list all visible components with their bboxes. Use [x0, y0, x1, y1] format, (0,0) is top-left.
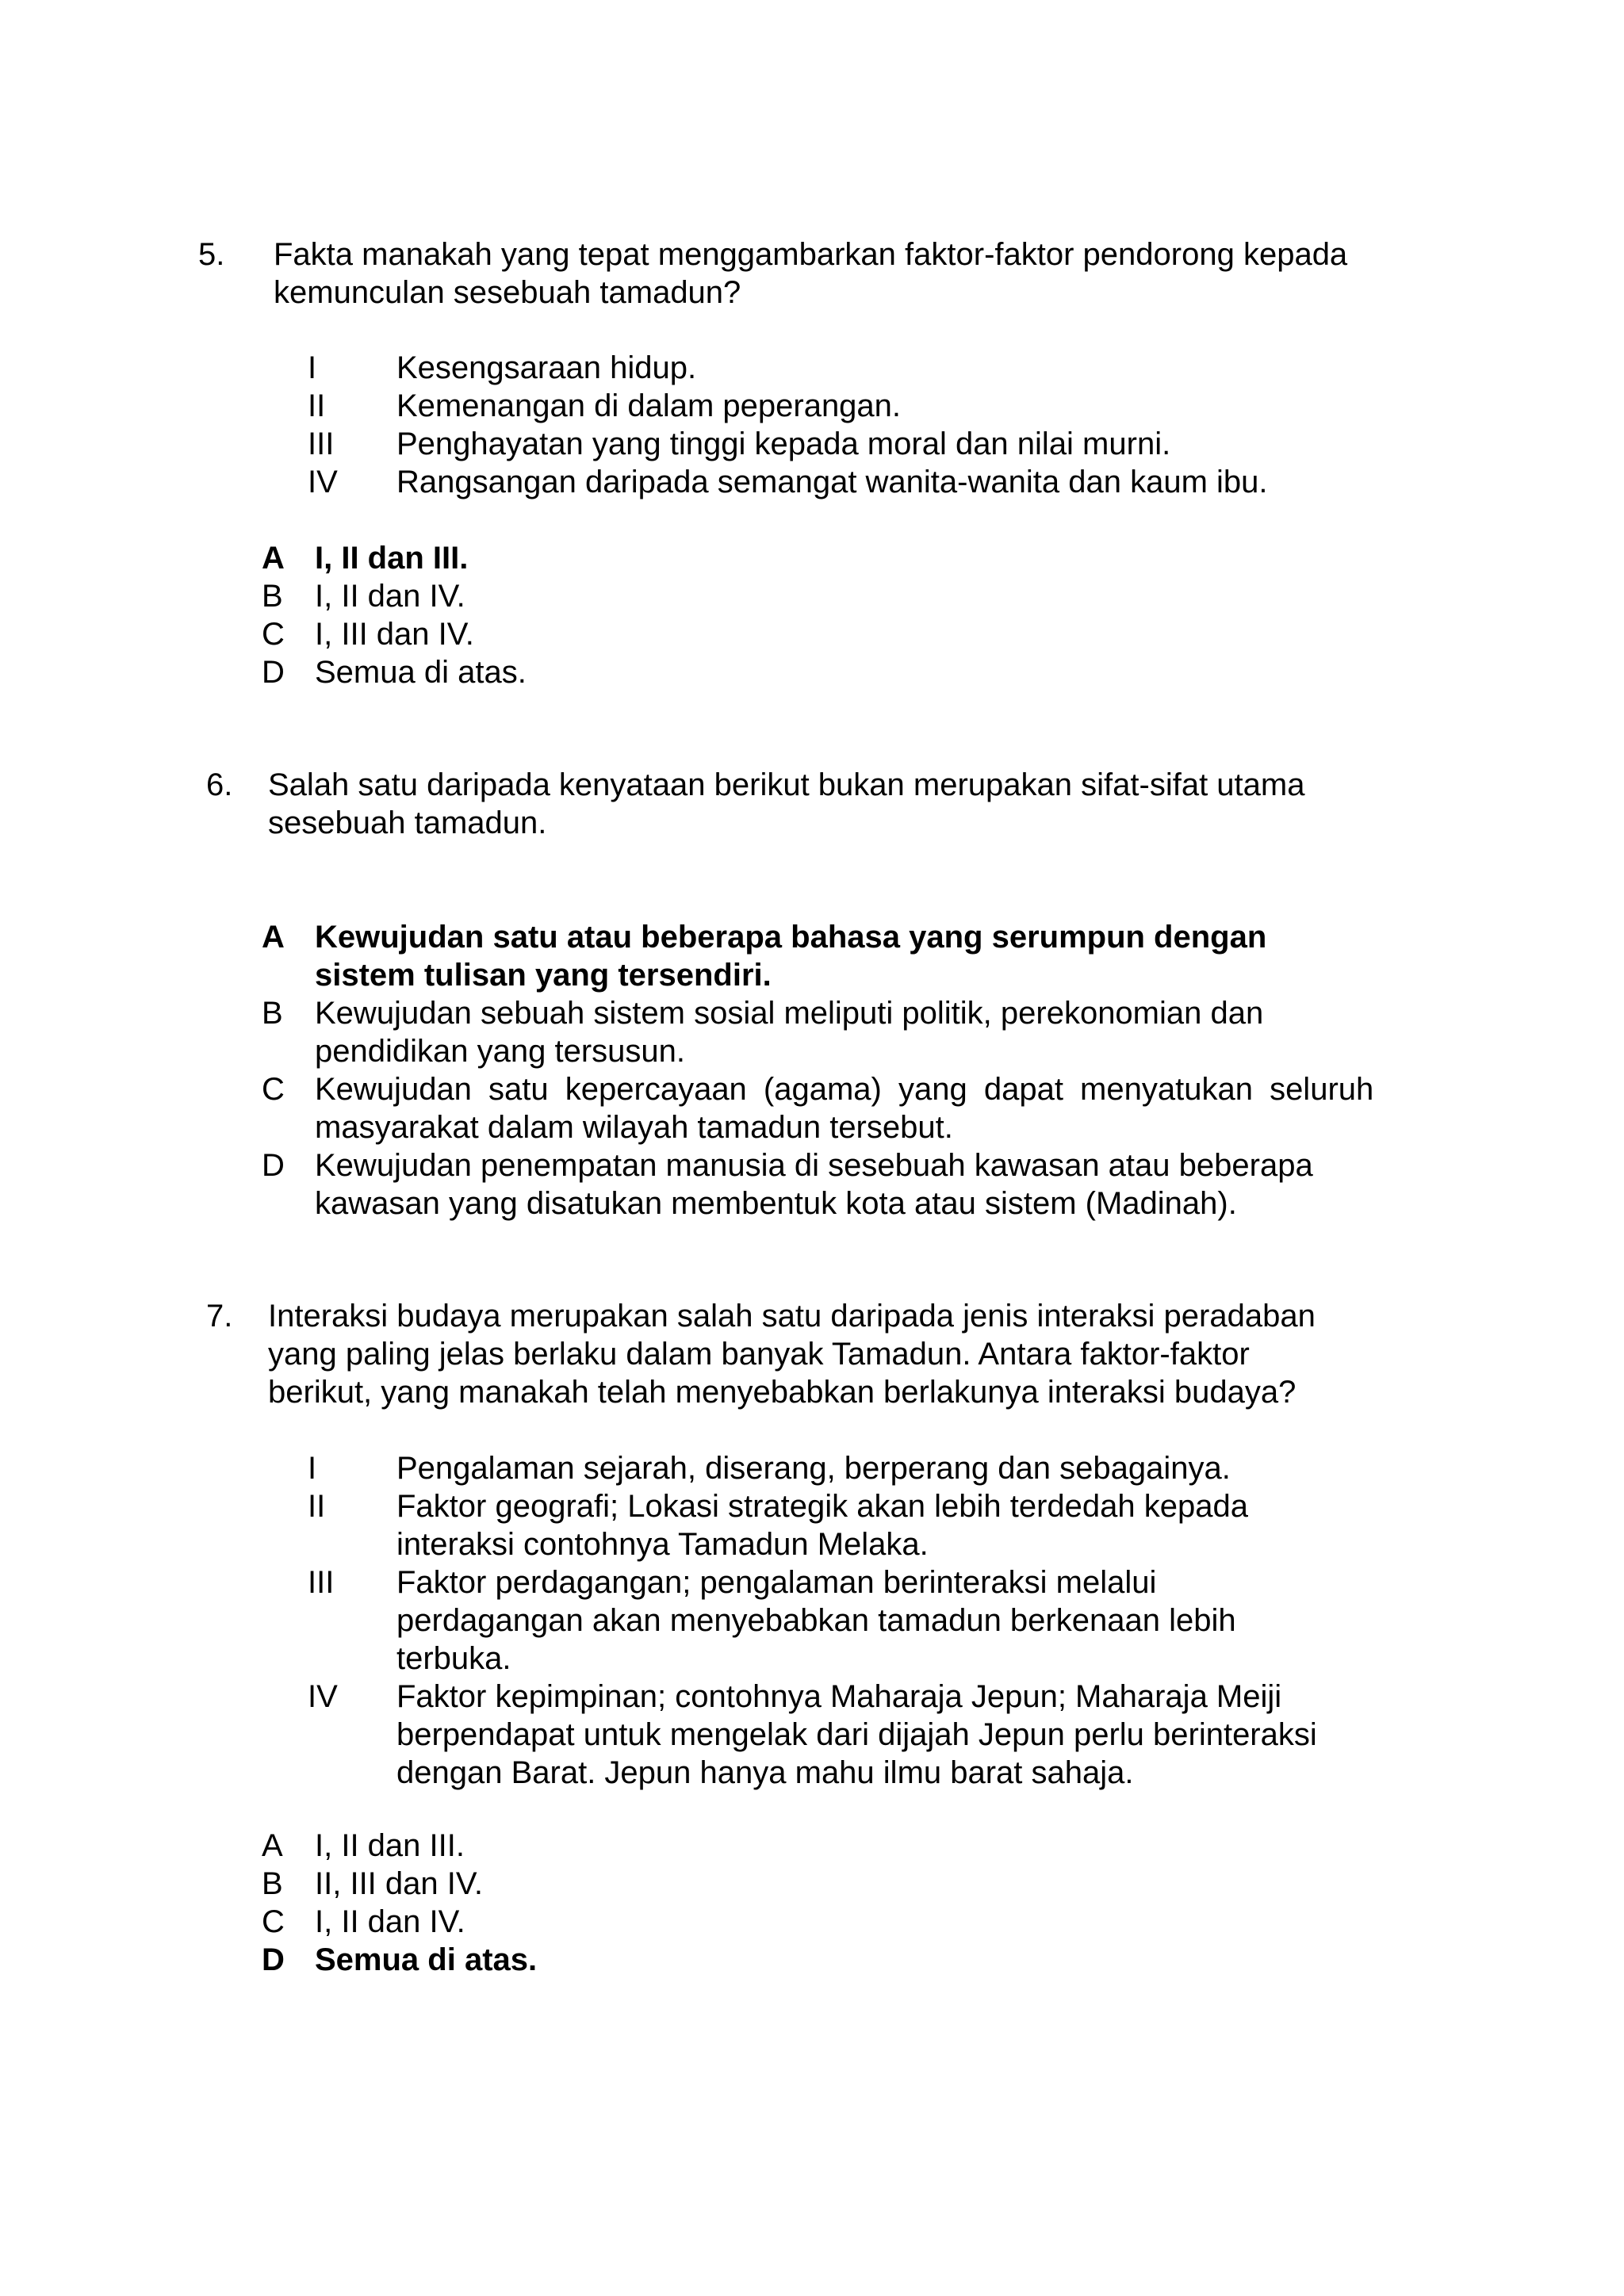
option-text: [315, 1146, 1313, 1223]
question-text-line: Salah satu daripada kenyataan berikut bukan merupakan sifat-sifat utama: [268, 767, 1305, 802]
option-text: II, III dan IV.: [315, 1866, 483, 1901]
question-number: 5.: [198, 237, 225, 272]
statement-numeral: II: [308, 1489, 326, 1524]
option-text: [315, 1070, 1373, 1146]
statement-text-line: interaksi contohnya Tamadun Melaka.: [396, 1527, 929, 1562]
statement-text-line: Faktor geografi; Lokasi strategik akan lebih terdedah kepada: [396, 1489, 1249, 1524]
statement-text-line: Faktor perdagangan; pengalaman berinteraksi melalui: [396, 1565, 1157, 1600]
option-text: I, III dan IV.: [315, 617, 474, 652]
statement-text-line: Faktor kepimpinan; contohnya Maharaja Jepun; Maharaja Meiji: [396, 1679, 1282, 1714]
statement-text-line: dengan Barat. Jepun hanya mahu ilmu barat sahaja.: [396, 1755, 1134, 1790]
option-text-line: Kewujudan penempatan manusia di sesebuah kawasan atau beberapa: [315, 1148, 1313, 1183]
option-text: Semua di atas.: [315, 655, 527, 690]
statement-text-line: terbuka.: [396, 1641, 511, 1676]
question-number: 7.: [206, 1299, 233, 1334]
option-letter: C: [262, 1072, 285, 1107]
option-text-line: kawasan yang disatukan membentuk kota atau sistem (Madinah).: [315, 1186, 1237, 1221]
question-text: [268, 1297, 1394, 1411]
statement-text-line: berpendapat untuk mengelak dari dijajah Jepun perlu berinteraksi: [396, 1717, 1317, 1752]
statement-numeral: II: [308, 388, 326, 423]
option-letter: C: [262, 617, 285, 652]
statement-text: Rangsangan daripada semangat wanita-wanita dan kaum ibu.: [396, 465, 1268, 499]
option-letter: A: [262, 920, 285, 955]
question-text-line: kemunculan sesebuah tamadun?: [274, 275, 741, 310]
question-text-line: yang paling jelas berlaku dalam banyak Tamadun. Antara faktor-faktor: [268, 1337, 1250, 1372]
option-letter: A: [262, 1828, 283, 1863]
statement-text: [396, 1678, 1317, 1792]
statement-numeral: IV: [308, 1679, 338, 1714]
option-text-line: pendidikan yang tersusun.: [315, 1034, 685, 1069]
option-text: [315, 994, 1263, 1070]
statement-text-line: perdagangan akan menyebabkan tamadun berkenaan lebih: [396, 1603, 1236, 1638]
option-letter: D: [262, 1942, 285, 1977]
question-text: [274, 235, 1400, 312]
question-number: 6.: [206, 767, 233, 802]
option-text-line: Kewujudan satu atau beberapa bahasa yang serumpun dengan: [315, 920, 1267, 955]
option-letter: A: [262, 541, 285, 576]
option-text: I, II dan III.: [315, 541, 469, 576]
question-text-line: sesebuah tamadun.: [268, 806, 547, 840]
statement-text: Kesengsaraan hidup.: [396, 350, 697, 385]
option-text-line: Kewujudan satu kepercayaan (agama) yang dapat menyatukan seluruh: [315, 1072, 1374, 1107]
statement-numeral: I: [308, 350, 317, 385]
statement-text: Penghayatan yang tinggi kepada moral dan nilai murni.: [396, 427, 1171, 461]
question-text-line: Interaksi budaya merupakan salah satu daripada jenis interaksi peradaban: [268, 1299, 1316, 1334]
statement-numeral: III: [308, 1565, 335, 1600]
statement-numeral: IV: [308, 465, 338, 499]
statement-text: Pengalaman sejarah, diserang, berperang dan sebagainya.: [396, 1451, 1231, 1486]
statement-text: [396, 1487, 1248, 1563]
option-text: I, II dan IV.: [315, 579, 465, 614]
option-letter: D: [262, 1148, 285, 1183]
option-letter: B: [262, 1866, 283, 1901]
option-letter: B: [262, 579, 283, 614]
statement-text: Kemenangan di dalam peperangan.: [396, 388, 902, 423]
option-letter: C: [262, 1904, 285, 1939]
statement-numeral: III: [308, 427, 335, 461]
option-text-line: Kewujudan sebuah sistem sosial meliputi politik, perekonomian dan: [315, 996, 1264, 1031]
option-text-line: sistem tulisan yang tersendiri.: [315, 958, 772, 993]
question-text-line: Fakta manakah yang tepat menggambarkan faktor-faktor pendorong kepada: [274, 237, 1348, 272]
option-text: Semua di atas.: [315, 1942, 538, 1977]
option-text-line: masyarakat dalam wilayah tamadun tersebut.: [315, 1110, 953, 1145]
question-text-line: berikut, yang manakah telah menyebabkan berlakunya interaksi budaya?: [268, 1375, 1297, 1410]
question-text: [268, 766, 1394, 842]
statement-text: [396, 1563, 1236, 1678]
option-letter: D: [262, 655, 285, 690]
statement-numeral: I: [308, 1451, 317, 1486]
option-text: I, II dan III.: [315, 1828, 465, 1863]
option-text: I, II dan IV.: [315, 1904, 465, 1939]
option-letter: B: [262, 996, 283, 1031]
option-text: [315, 918, 1266, 994]
